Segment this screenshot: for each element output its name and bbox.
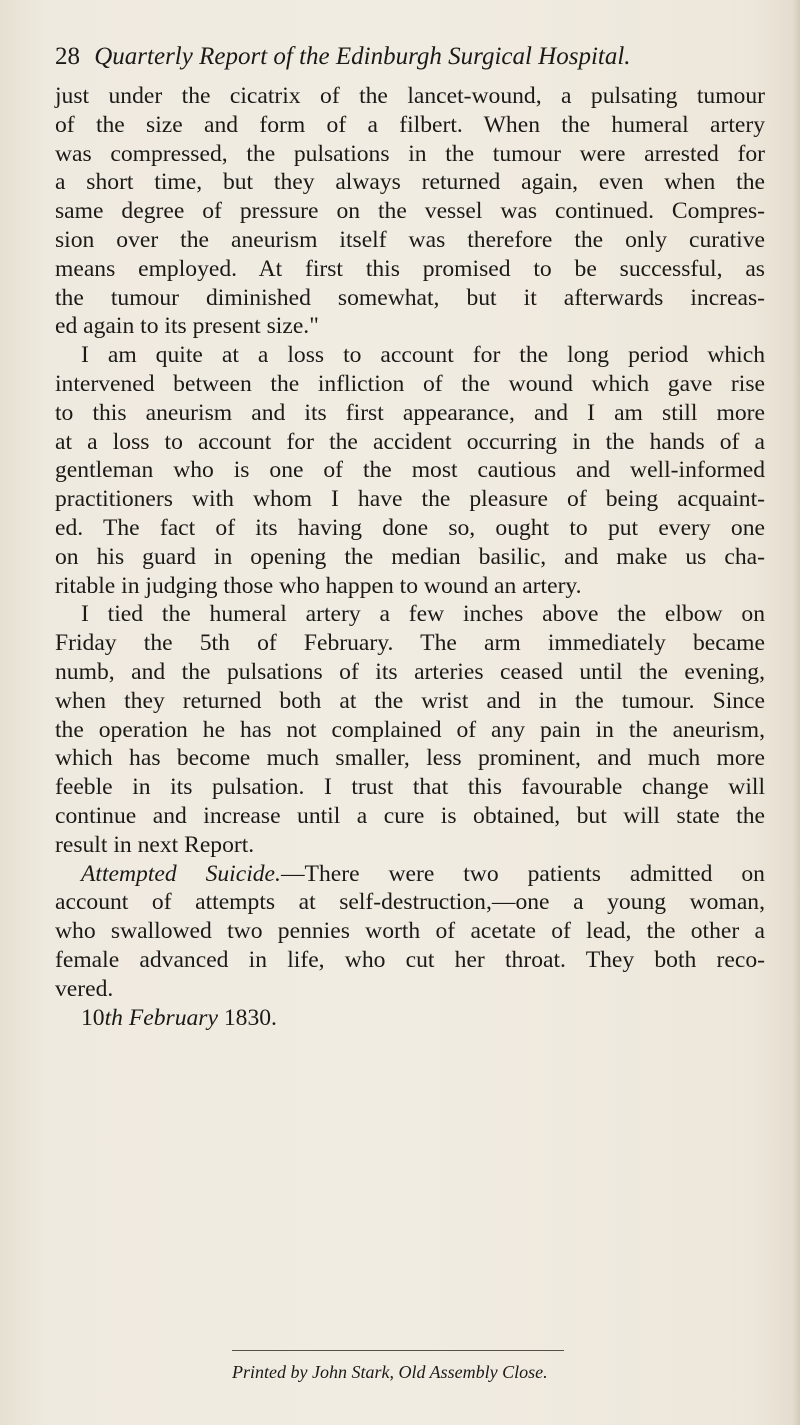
text-line: continue and increase until a cure is obtained, but will state the <box>55 802 765 829</box>
footer-rule <box>232 1350 564 1351</box>
text-line: at a loss to account for the accident occurring in the hands of a <box>55 428 765 455</box>
text-line: a short time, but they always returned again, even when the <box>55 169 765 196</box>
text-line: result in next Report. <box>55 831 255 858</box>
text-line: Friday the 5th of February. The arm immediately became <box>55 630 765 657</box>
body-text <box>55 82 765 1032</box>
text-line: ed. The fact of its having done so, ought to put every one <box>55 514 765 541</box>
text-line: account of attempts at self-destruction,—one a young woman, <box>55 889 765 916</box>
text-line: same degree of pressure on the vessel was continued. Compres- <box>55 198 765 225</box>
dateline <box>55 1004 765 1033</box>
section-first-line <box>55 860 765 889</box>
text-line: I am quite at a loss to account for the long period which <box>81 342 765 369</box>
text-line: gentleman who is one of the most cautious and well-informed <box>55 457 765 484</box>
dateline-year: 1830. <box>217 1004 277 1031</box>
text-line: the operation he has not complained of any pain in the aneurism, <box>55 716 765 743</box>
text-line: who swallowed two pennies worth of acetate of lead, the other a <box>55 918 765 945</box>
text-line: which has become much smaller, less prominent, and much more <box>55 745 765 772</box>
text-line: ed again to its present size." <box>55 313 319 340</box>
text-line: intervened between the infliction of the wound which gave rise <box>55 370 765 397</box>
page-edge-shadow <box>792 0 800 1425</box>
text-line: when they returned both at the wrist and in the tumour. Since <box>55 687 765 714</box>
text-line: just under the cicatrix of the lancet-wound, a pulsating tumour <box>55 83 765 109</box>
dateline-month: th February <box>104 1004 218 1031</box>
text-line: sion over the aneurism itself was therefore the only curative <box>55 226 765 253</box>
text-line: practitioners with whom I have the pleasure of being acquaint- <box>55 486 765 513</box>
running-title: Quarterly Report of the Edinburgh Surgical Hospital. <box>94 43 631 70</box>
text-line: means employed. At first this promised to be successful, as <box>55 255 765 282</box>
page-number: 28 <box>55 43 80 70</box>
text-line: on his guard in opening the median basilic, and make us cha- <box>55 543 765 570</box>
text-line: ritable in judging those who happen to wound an artery. <box>55 572 582 599</box>
section-heading: Attempted Suicide. <box>81 860 281 887</box>
running-header <box>55 40 755 74</box>
text-line: to this aneurism and its first appearance, and I am still more <box>55 399 765 426</box>
text-line: vered. <box>55 975 114 1002</box>
text-line: was compressed, the pulsations in the tumour were arrested for <box>55 140 765 167</box>
section-first-line-text: —There were two patients admitted on <box>280 860 765 887</box>
printer-imprint: Printed by John Stark, Old Assembly Close. <box>232 1362 548 1382</box>
text-line: of the size and form of a filbert. When the humeral artery <box>55 111 765 138</box>
text-line: the tumour diminished somewhat, but it afterwards increas- <box>55 284 765 311</box>
text-line: I tied the humeral artery a few inches above the elbow on <box>81 601 765 628</box>
dateline-day: 10 <box>81 1004 105 1031</box>
text-line: female advanced in life, who cut her throat. They both reco- <box>55 946 765 973</box>
text-line: numb, and the pulsations of its arteries ceased until the evening, <box>55 658 765 685</box>
text-line: feeble in its pulsation. I trust that this favourable change will <box>55 774 765 801</box>
